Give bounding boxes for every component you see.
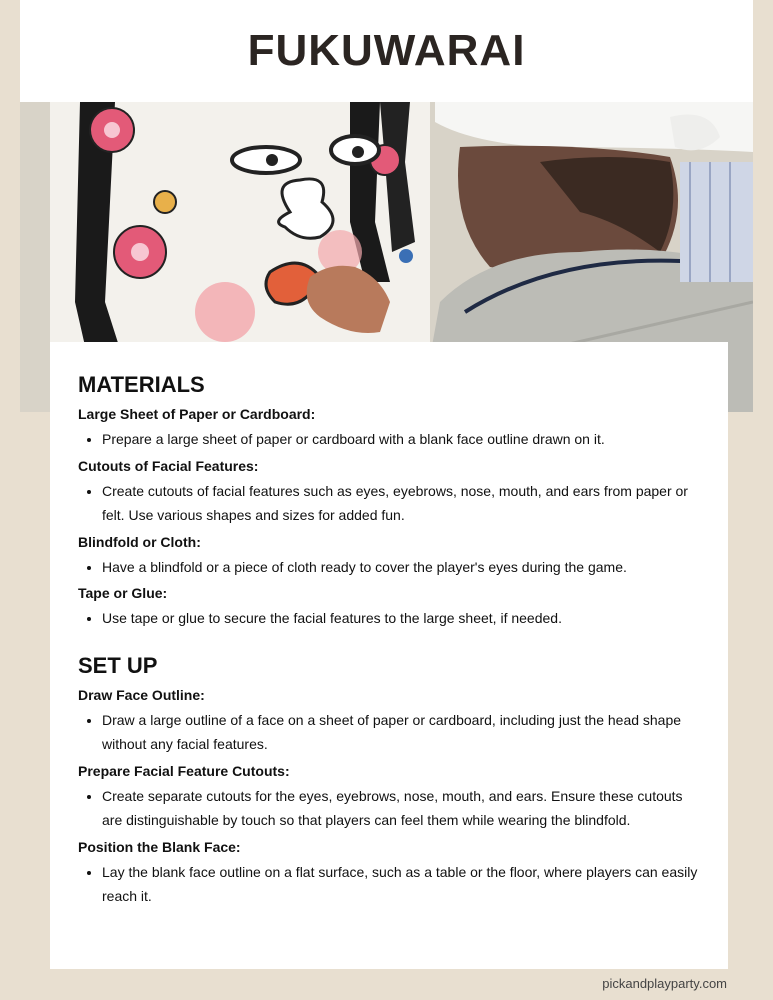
material-list [78,555,700,580]
page-title: FUKUWARAI [247,26,526,75]
material-label: Blindfold or Cloth: [78,533,201,550]
setup-text: • Lay the blank face outline on a flat surface, such as a table or the floor, where players can easily reach it. [102,860,700,909]
setup-list [78,784,700,833]
material-label: Cutouts of Facial Features: [78,457,259,474]
setup-label: Draw Face Outline: [78,686,205,703]
material-list [78,479,700,528]
setup-text: • Create separate cutouts for the eyes, eyebrows, nose, mouth, and ears. Ensure these cutouts are distinguishable by touch so that players can feel them while wearing the blindfold. [102,784,700,833]
materials-heading: MATERIALS [78,372,205,397]
setup-text: • Draw a large outline of a face on a sheet of paper or cardboard, including just the head shape without any facial features. [102,708,700,757]
content-card [50,342,728,969]
material-label: Large Sheet of Paper or Cardboard: [78,406,316,422]
material-list [78,427,700,452]
setup-list [78,860,700,909]
material-label: Tape or Glue: [78,585,168,601]
material-text: • Prepare a large sheet of paper or cardboard with a blank face outline drawn on it. [102,427,700,452]
header-banner [20,0,753,102]
material-text: • Use tape or glue to secure the facial features to the large sheet, if needed. [102,606,700,631]
setup-heading: SET UP [78,652,158,678]
setup-label: Prepare Facial Feature Cutouts: [78,762,290,779]
footer-site: pickandplayparty.com [602,976,727,991]
setup-list [78,708,700,757]
material-text: • Create cutouts of facial features such as eyes, eyebrows, nose, mouth, and ears from paper or felt. Use various shapes and sizes for added fun. [102,479,700,528]
material-list [78,606,700,631]
setup-label: Position the Blank Face: [78,838,241,855]
material-text: • Have a blindfold or a piece of cloth ready to cover the player's eyes during the game. [102,555,700,580]
